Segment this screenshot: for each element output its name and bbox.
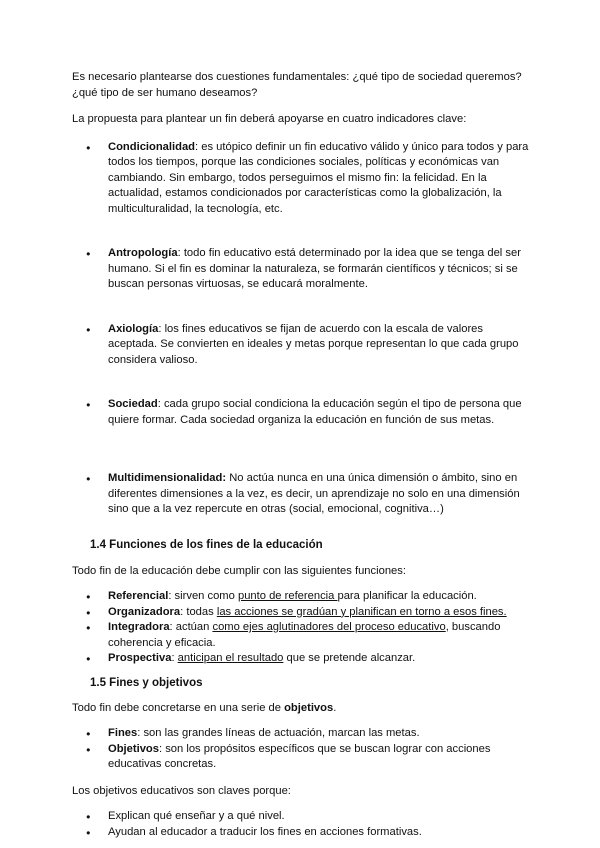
list-item: ● Objetivos: son los propósitos específicos que se buscan lograr con acciones educativas concretas.	[72, 742, 530, 773]
functions-list	[72, 589, 530, 667]
list-item: ● Prospectiva: anticipan el resultado que se pretende alcanzar.	[72, 651, 530, 667]
intro-proposal: La propuesta para plantear un fin deberá apoyarse en cuatro indicadores clave:	[72, 113, 467, 125]
list-item: ● Antropología: todo fin educativo está determinado por la idea que se tenga del ser humano. Si el fin es dominar la naturaleza, se formarán científicos y técnicos; si se buscan personas virtuosas, se educará moralmente.	[72, 246, 530, 293]
list-item: ● Organizadora: todas las acciones se gradúan y planifican en torno a esos fines.	[72, 605, 530, 621]
list-item: ● Sociedad: cada grupo social condiciona la educación según el tipo de persona que quiere formar. Cada sociedad organiza la educación en función de sus metas.	[72, 397, 530, 428]
list-item: ● Axiología: los fines educativos se fijan de acuerdo con la escala de valores aceptada. Se convierten en ideales y metas porque representan lo que cada grupo considera valioso.	[72, 322, 530, 369]
list-item: ● Fines: son las grandes líneas de actuación, marcan las metas.	[72, 726, 530, 742]
list-item: ● Multidimensionalidad: No actúa nunca en una única dimensión o ámbito, sino en diferentes dimensiones a la vez, es decir, un aprendizaje no solo en una dimensión sino que a la vez repercute en otras (social, emocional, cognitiva…)	[72, 471, 530, 518]
claves-list	[72, 809, 530, 840]
intro-question: Es necesario plantearse dos cuestiones fundamentales: ¿qué tipo de sociedad queremos? ¿qué tipo de ser humano deseamos?	[72, 71, 522, 99]
section-heading: 1.5 Fines y objetivos	[90, 676, 203, 689]
section-heading: 1.4 Funciones de los fines de la educación	[90, 538, 323, 551]
objectives-intro: Todo fin debe concretarse en una serie de objetivos.	[72, 701, 337, 714]
list-item: ● Referencial: sirven como punto de referencia para planificar la educación.	[72, 589, 530, 605]
claves-intro: Los objetivos educativos son claves porque:	[72, 784, 291, 797]
indicators-list	[72, 140, 530, 518]
list-item: ● Integradora: actúan como ejes aglutinadores del proceso educativo, buscando coherencia y eficacia.	[72, 620, 530, 651]
functions-intro: Todo fin de la educación debe cumplir con las siguientes funciones:	[72, 564, 406, 577]
list-item: ● Condicionalidad: es utópico definir un fin educativo válido y único para todos y para todos los tiempos, porque las condiciones sociales, políticas y económicas van cambiando. Sin embargo, todos perseguimos el mismo fin: la felicidad. En la actualidad, estamos condicionados por características como la globalización, la multiculturalidad, la tecnología, etc.	[72, 140, 530, 218]
list-item: ● Ayudan al educador a traducir los fines en acciones formativas.	[72, 825, 530, 841]
fines-objetivos-list	[72, 726, 530, 773]
list-item: ● Explican qué enseñar y a qué nivel.	[72, 809, 530, 825]
